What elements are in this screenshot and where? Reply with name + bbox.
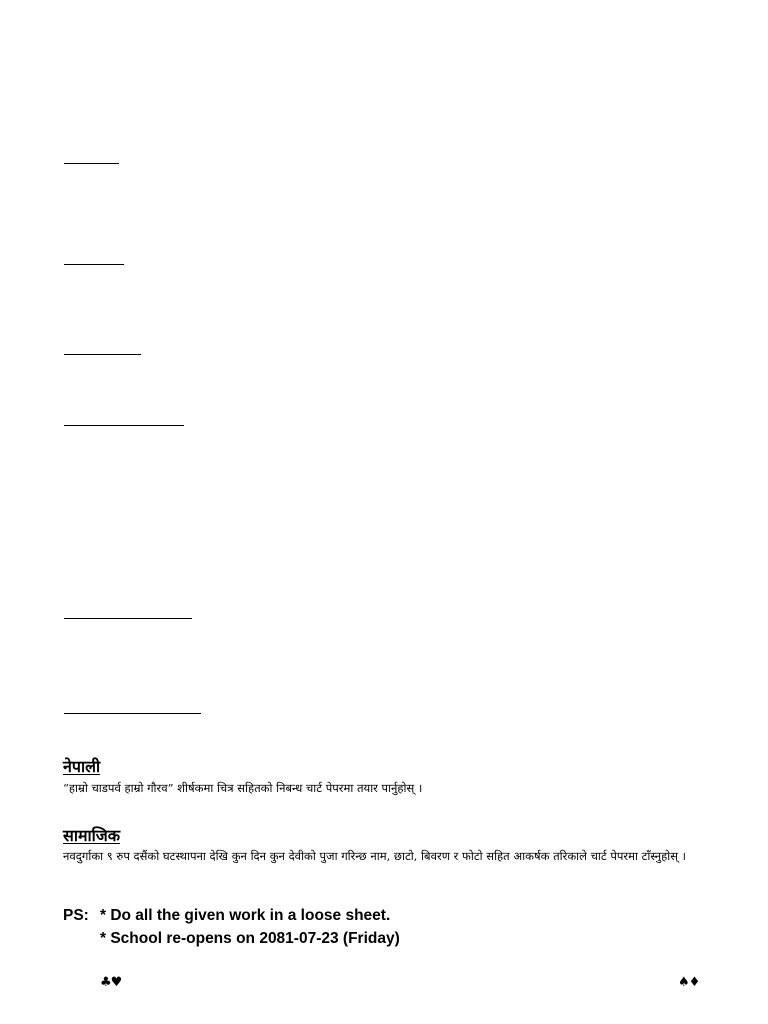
- heading-underline-5: [64, 618, 192, 619]
- heading-underline-1: [64, 163, 119, 164]
- samajik-section-heading: सामाजिक: [63, 826, 120, 845]
- heading-underline-4: [64, 425, 184, 426]
- nepali-section-instructions: “हाम्रो चाडपर्व हाम्रो गौरव” शीर्षकमा चित्र सहितको निबन्ध चार्ट पेपरमा तयार पार्नुहोस् ।: [63, 781, 423, 795]
- samajik-section-instructions: नवदुर्गाका ९ रुप दसैंको घटस्थापना देखि कुन दिन कुन देवीको पुजा गरिन्छ नाम, छाटो, बिवरण र फोटो सहित आकर्षक तरिकाले चार्ट पेपरमा टाँस्नुहोस् ।: [63, 849, 687, 863]
- footer-ornament-right: ♠♦: [678, 975, 700, 990]
- ps-note-school-reopens: * School re-opens on 2081-07-23 (Friday): [100, 930, 400, 947]
- heading-underline-6: [64, 713, 201, 714]
- nepali-section-heading: नेपाली: [63, 757, 101, 776]
- heading-underline-2: [64, 264, 124, 265]
- ps-label: PS:: [63, 907, 89, 924]
- heading-underline-3: [64, 354, 141, 355]
- footer-ornament-left: ♣♥: [100, 975, 122, 990]
- ps-note-loose-sheet: * Do all the given work in a loose sheet.: [100, 907, 391, 924]
